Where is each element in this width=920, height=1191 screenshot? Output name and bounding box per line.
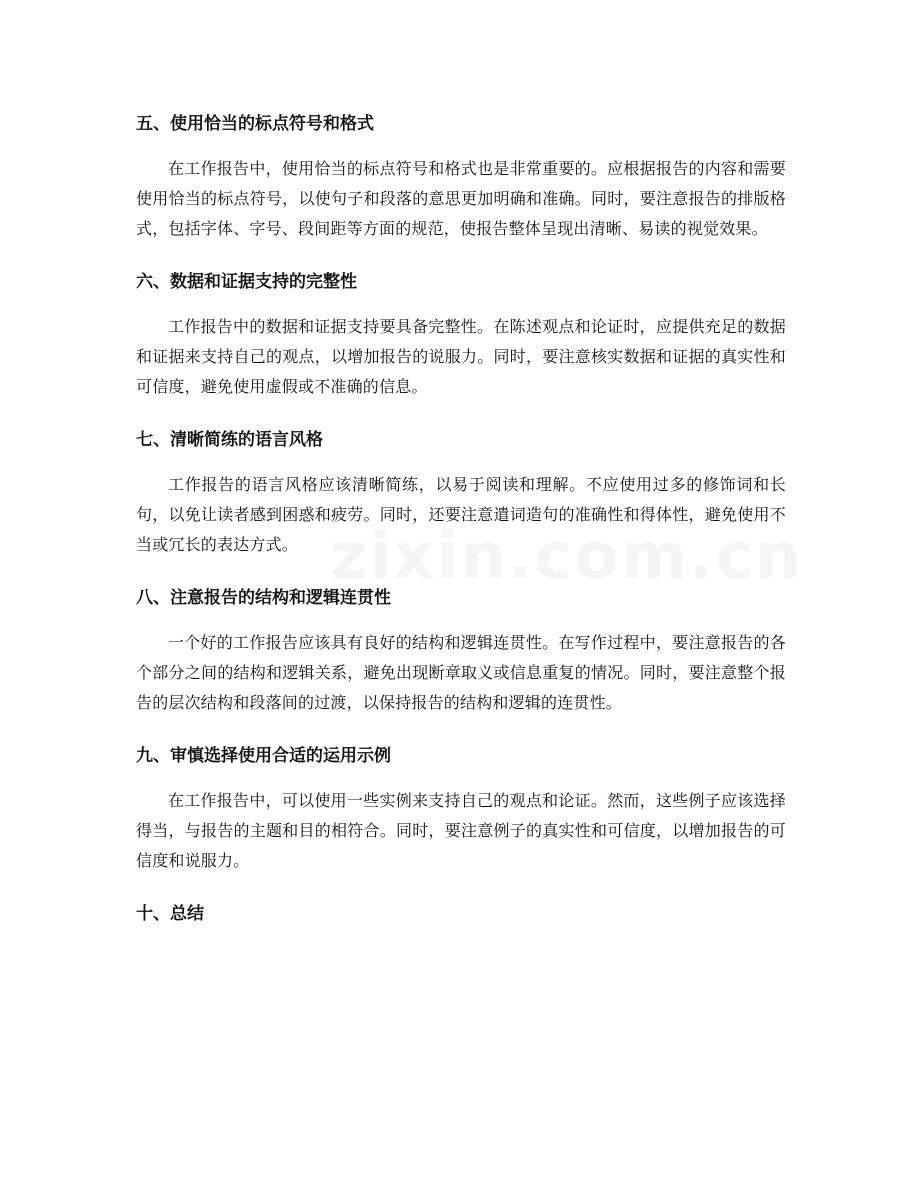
section-body-6: 工作报告中的数据和证据支持要具备完整性。在陈述观点和论证时，应提供充足的数据和证据来支持自己的观点，以增加报告的说服力。同时，要注意核实数据和证据的真实性和可信度，避免使用虚假或不准确的信息。 <box>136 317 786 396</box>
section-body-9: 在工作报告中，可以使用一些实例来支持自己的观点和论证。然而，这些例子应该选择得当，与报告的主题和目的相符合。同时，要注意例子的真实性和可信度，以增加报告的可信度和说服力。 <box>136 791 786 870</box>
section-body-5: 在工作报告中，使用恰当的标点符号和格式也是非常重要的。应根据报告的内容和需要使用恰当的标点符号，以使句子和段落的意思更加明确和准确。同时，要注意报告的排版格式，包括字体、字号、段间距等方面的规范，使报告整体呈现出清晰、易读的视觉效果。 <box>136 159 786 238</box>
section-heading-5: 五、使用恰当的标点符号和格式 <box>136 114 374 134</box>
section-heading-6: 六、数据和证据支持的完整性 <box>136 272 357 292</box>
section-heading-7: 七、清晰简练的语言风格 <box>136 430 323 450</box>
section-heading-8: 八、注意报告的结构和逻辑连贯性 <box>136 588 391 608</box>
section-body-7: 工作报告的语言风格应该清晰简练，以易于阅读和理解。不应使用过多的修饰词和长句，以免让读者感到困惑和疲劳。同时，还要注意遣词造句的准确性和得体性，避免使用不当或冗长的表达方式。 <box>136 475 786 554</box>
section-heading-9: 九、审慎选择使用合适的运用示例 <box>136 746 391 766</box>
document-content <box>136 104 786 934</box>
section-body-8: 一个好的工作报告应该具有良好的结构和逻辑连贯性。在写作过程中，要注意报告的各个部分之间的结构和逻辑关系，避免出现断章取义或信息重复的情况。同时，要注意整个报告的层次结构和段落间的过渡，以保持报告的结构和逻辑的连贯性。 <box>136 633 786 712</box>
section-heading-10: 十、总结 <box>136 904 204 924</box>
